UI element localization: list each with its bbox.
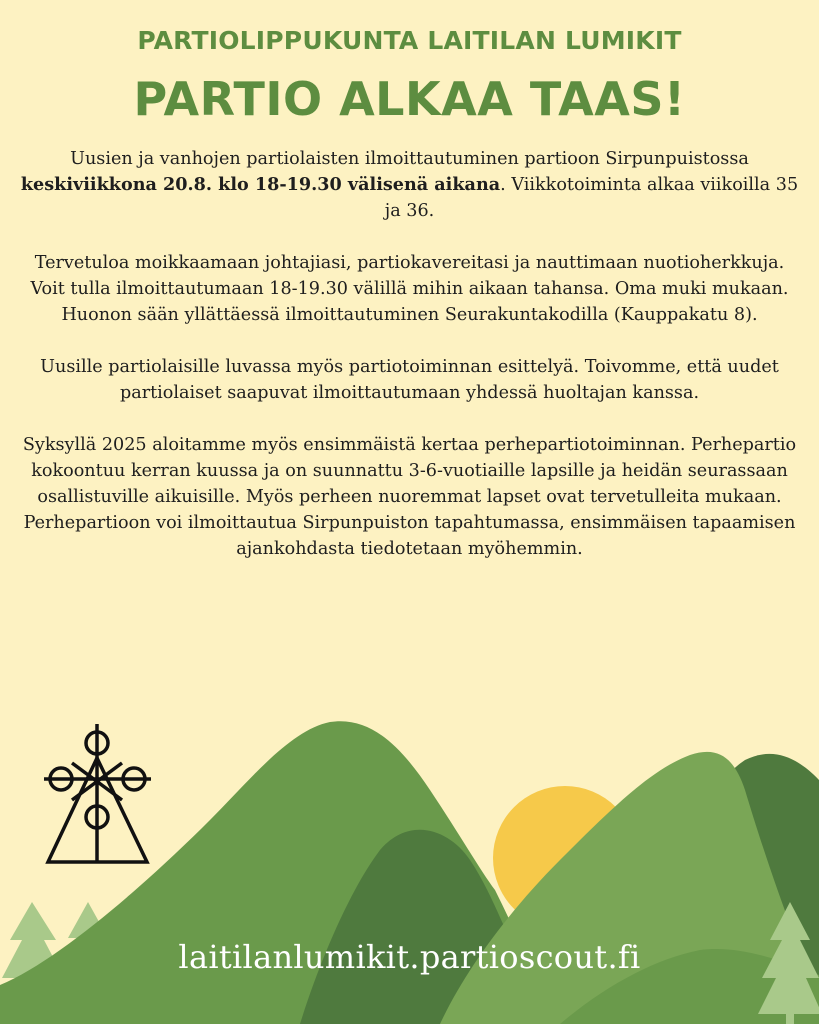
paragraph-welcome: Tervetuloa moikkaamaan johtajiasi, partiokavereitasi ja nauttimaan nuotioherkkuja. Voit tulla ilmoittautumaan 18-19.30 välillä mihin aikaan tahansa. Oma muki mukaan. Huonon sään yllättäessä ilmoittautuminen Seurakuntakodilla (Kauppakatu 8).	[30, 253, 789, 325]
paragraph-new-scouts: Uusille partiolaisille luvassa myös partiotoiminnan esittelyä. Toivomme, että uudet partiolaiset saapuvat ilmoittautumaan yhdessä huoltajan kanssa.	[40, 357, 779, 403]
paragraph-family-scouting: Syksyllä 2025 aloitamme myös ensimmäistä kertaa perhepartiotoiminnan. Perhepartio kokoontuu kerran kuussa ja on suunnattu 3-6-vuotiaille lapsille ja heidän seurassaan osallistuville aikuisille. Myös perheen nuoremmat lapset ovat tervetulleita mukaan. Perhepartioon voi ilmoittautua Sirpunpuiston tapahtumassa, ensimmäisen tapaamisen ajankohdasta tiedotetaan myöhemmin.	[22, 435, 797, 559]
registration-weeks: . Viikkotoiminta alkaa viikoilla 35 ja 36.	[384, 175, 799, 221]
organization-name: PARTIOLIPPUKUNTA LAITILAN LUMIKIT	[137, 26, 682, 55]
page-headline: PARTIO ALKAA TAAS!	[133, 72, 686, 126]
registration-intro: Uusien ja vanhojen partiolaisten ilmoittautuminen partioon Sirpunpuistossa	[70, 149, 749, 169]
website-url[interactable]: laitilanlumikit.partioscout.fi	[178, 938, 641, 976]
scout-lily-emblem-icon	[44, 724, 151, 862]
registration-time: keskiviikkona 20.8. klo 18-19.30 välisenä aikana	[20, 174, 501, 195]
